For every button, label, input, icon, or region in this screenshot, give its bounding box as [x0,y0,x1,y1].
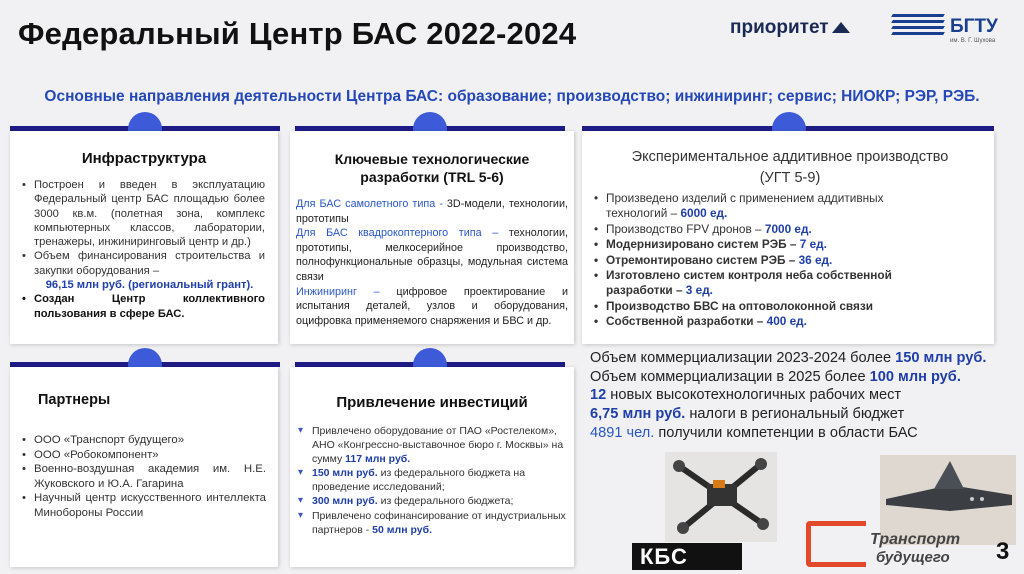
tb-logo-line1: Транспорт [870,531,961,548]
bgtu-logo-sub: им. В. Г. Шухова [950,38,996,44]
list-item: • Отремонтировано систем РЭБ – 36 ед. [592,253,922,268]
investments-list [298,424,566,537]
arrow-icon [832,22,850,33]
bgtu-logo-name: БГТУ [950,16,998,37]
investments-title: Привлечение инвестиций [336,394,528,411]
stat-line: 6,75 млн руб. налоги в региональный бюджет [590,406,905,423]
list-item: • Построен и введен в эксплуатацию Федеральный центр БАС площадью более 3000 кв.м. (полетная зона, комплекс компьютерных классов, лаборатории, тренажеры, инжиниринговый центр и др.) [20,178,265,249]
list-item: • Научный центр искусственного интеллекта Минобороны России [20,491,266,520]
list-item: • Производство БВС на оптоволоконной связи [592,299,922,314]
bgtu-logo [892,12,1012,50]
key-tech-text: Для БАС самолетного типа - 3D-модели, технологии, прототипы Для БАС квадрокоптерного типа – технологии, прототипы, мелкосерийное производство, полнофункциональные образцы, модульная система связи Инжиниринг – цифровое проектирование и испытания деталей, узлов и оборудования, оцифровка применяемого снаряжения и БВС и др. [296,198,568,327]
stripes-icon [892,14,944,44]
list-item: ▾ Привлечено оборудование от ПАО «Ростелеком», АНО «Конгрессно-выставочное бюро г. Москвы» на сумму 117 млн руб. [298,424,566,466]
tb-mark-icon [806,521,866,567]
list-item: • ООО «Робокомпонент» [20,448,266,463]
stat-line: 4891 чел. получили компетенции в области БАС [590,424,918,441]
list-item: • ООО «Транспорт будущего» [20,433,266,448]
page-number: 3 [996,538,1010,565]
commercialization-stats [590,349,1024,443]
experimental-title: Экспериментальное аддитивное производство (УГТ 5-9) [631,149,949,186]
infrastructure-title: Инфраструктура [81,150,207,167]
infrastructure-list [20,178,265,321]
list-item: • Военно-воздушная академия им. Н.Е. Жуковского и Ю.А. Гагарина [20,462,266,491]
list-item: • Объем финансирования строительства и закупки оборудования – 96,15 млн руб. (региональный грант). [20,249,265,292]
list-item: • Модернизировано систем РЭБ – 7 ед. [592,237,922,252]
stat-line: 12 новых высокотехнологичных рабочих мест [590,387,902,404]
page-title: Федеральный Центр БАС 2022-2024 [18,16,577,51]
experimental-list [592,191,922,330]
list-item: ▾ Привлечено софинансирование от индустриальных партнеров - 50 млн руб. [298,509,566,537]
priority-logo-text: приоритет [730,17,829,38]
transport-future-logo [806,515,981,571]
partners-title: Партнеры [38,392,111,408]
stat-line: Объем коммерциализации 2023-2024 более 150 млн руб. [590,350,987,366]
list-item: ▾ 150 млн руб. из федерального бюджета на проведение исследований; [298,466,566,494]
list-item: • Производство FPV дронов – 7000 ед. [592,222,922,237]
list-item: • Создан Центр коллективного пользования в сфере БАС. [20,292,265,321]
tb-logo-line2: будущего [876,549,950,566]
priority-logo [730,17,850,39]
list-item: • Произведено изделий с применением аддитивных технологий – 6000 ед. [592,191,922,222]
key-tech-title: Ключевые технологические разработки (TRL 5-6) [334,151,530,185]
activity-directions: Основные направления деятельности Центра БАС: образование; производство; инжиниринг; сервис; НИОКР; РЭР, РЭБ. [44,88,980,105]
list-item: • Изготовлено систем контроля неба собственной разработки – 3 ед. [592,268,922,299]
partners-list [20,433,266,521]
list-item: • Собственной разработки – 400 ед. [592,314,922,329]
stat-line: Объем коммерциализации в 2025 более 100 млн руб. [590,368,961,385]
fpv-drone-photo [665,452,777,542]
kbs-logo: КБС [632,543,742,570]
list-item: ▾ 300 млн руб. из федерального бюджета; [298,494,566,508]
